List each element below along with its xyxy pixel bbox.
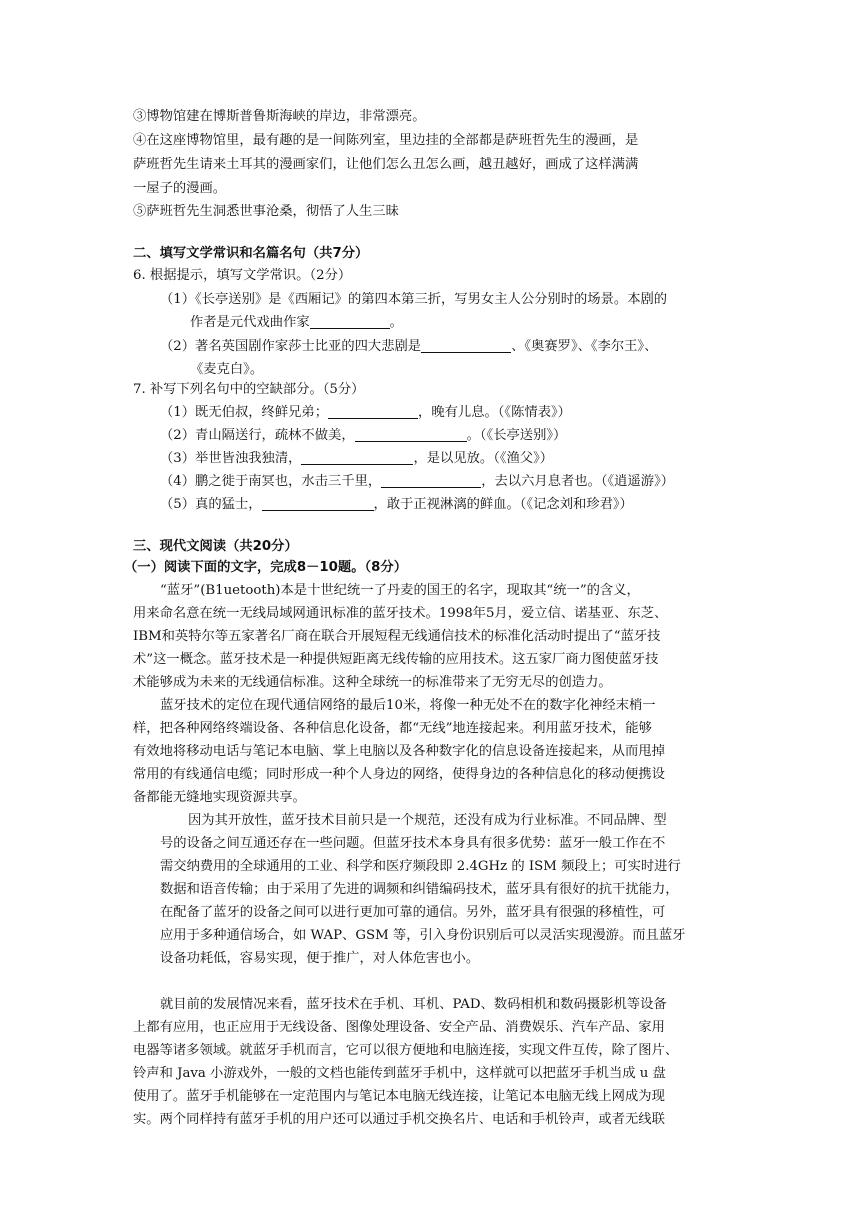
para3-line4: 数据和语音传输；由于采用了先进的调频和纠错编码技术，蓝牙具有很好的抗干扰能力， xyxy=(160,882,679,897)
para3-line1: 因为其开放性，蓝牙技术目前只是一个规范，还没有成为行业标准。不同品牌、型 xyxy=(188,813,667,828)
subsection-1-heading: （一）阅读下面的文字，完成8－10题。（8分） xyxy=(124,560,407,575)
para4-line2: 上都有应用，也正应用于无线设备、图像处理设备、安全产品、消费娱乐、汽车产品、家用 xyxy=(133,1020,665,1035)
q7-item1: （1）既无伯叔，终鲜兄弟； ，晚有儿息。（《陈情表》） xyxy=(160,405,571,420)
para2-line5: 备都能无缝地实现资源共享。 xyxy=(133,790,306,805)
section-2-heading: 二、填写文学常识和名篇名句（共7分） xyxy=(133,246,369,261)
para2-line2: 样，把各种网络终端设备、各种信息化设备，都“无线”地连接起来。利用蓝牙技术，能够 xyxy=(133,721,652,736)
answer-blank[interactable] xyxy=(301,450,413,465)
answer-blank[interactable] xyxy=(328,404,418,419)
answer-blank[interactable] xyxy=(355,427,467,442)
sentence-5: ⑤萨班哲先生洞悉世事沧桑，彻悟了人生三昧 xyxy=(133,204,399,219)
q6-item1-line2: 作者是元代戏曲作家 。 xyxy=(190,315,403,330)
question-6: 6. 根据提示，填写文学常识。（2分） xyxy=(133,268,352,283)
para4-line5: 使用了。蓝牙手机能够在一定范围内与笔记本电脑无线连接，让笔记本电脑无线上网成为现 xyxy=(133,1089,665,1104)
answer-blank[interactable] xyxy=(421,338,511,353)
q6-item2-line1: （2）著名英国剧作家莎士比亚的四大悲剧是 、《奥赛罗》、《李尔王》、 xyxy=(160,339,658,354)
para2-line3: 有效地将移动电话与笔记本电脑、掌上电脑以及各种数字化的信息设备连接起来，从而甩掉 xyxy=(133,744,665,759)
answer-blank[interactable] xyxy=(381,473,481,488)
para4-line1: 就目前的发展情况来看，蓝牙技术在手机、耳机、PAD、数码相机和数码摄影机等设备 xyxy=(160,997,667,1012)
para4-line6: 实。两个同样持有蓝牙手机的用户还可以通过手机交换名片、电话和手机铃声，或者无线联 xyxy=(133,1112,665,1127)
para1-line5: 术能够成为未来的无线通信标准。这种全球统一的标准带来了无穷无尽的创造力。 xyxy=(133,675,612,690)
para4-line3: 电器等诸多领域。就蓝牙手机而言，它可以很方便地和电脑连接，实现文件互传，除了图片、 xyxy=(133,1043,679,1058)
q6-item2-line2: 《麦克白》。 xyxy=(190,362,264,377)
para1-line4: 术”这一概念。蓝牙技术是一种提供短距离无线传输的应用技术。这五家厂商力图使蓝牙技 xyxy=(133,652,659,667)
q7-item2: （2）青山隔送行，疏林不做美， 。（《长亭送别》） xyxy=(160,428,567,443)
q7-item5: （5）真的猛士， ，敢于正视淋漓的鲜血。（《记念刘和珍君》） xyxy=(160,497,633,512)
question-7: 7. 补写下列名句中的空缺部分。（5分） xyxy=(133,382,365,397)
para1-line3: IBM和英特尔等五家著名厂商在联合开展短程无线通信技术的标准化活动时提出了“蓝牙技 xyxy=(133,629,661,644)
para1-line2: 用来命名意在统一无线局域网通讯标准的蓝牙技术。1998年5月，爱立信、诺基亚、东芝、 xyxy=(133,606,668,621)
para3-line6: 应用于多种通信场合，如 WAP、GSM 等，引入身份识别后可以灵活实现漫游。而且蓝牙 xyxy=(160,928,686,943)
para3-line7: 设备功耗低，容易实现，便于推广，对人体危害也小。 xyxy=(160,951,480,966)
sentence-4-line3: 一屋子的漫画。 xyxy=(133,181,227,196)
para3-line5: 在配备了蓝牙的设备之间可以进行更加可靠的通信。另外，蓝牙具有很强的移植性，可 xyxy=(160,905,666,920)
sentence-3: ③博物馆建在博斯普鲁斯海峡的岸边，非常漂亮。 xyxy=(133,109,426,124)
answer-blank[interactable] xyxy=(262,496,374,511)
para3-line3: 需交纳费用的全球通用的工业、科学和医疗频段即 2.4GHz 的 ISM 频段上；可实时进行 xyxy=(160,859,681,874)
para2-line1: 蓝牙技术的定位在现代通信网络的最后10米，将像一种无处不在的数字化神经末梢一 xyxy=(160,698,656,713)
section-3-heading: 三、现代文阅读（共20分） xyxy=(133,539,298,554)
q6-item1-line1: （1）《长亭送别》是《西厢记》的第四本第三折，写男女主人公分别时的场景。本剧的 xyxy=(160,292,668,307)
para4-line4: 铃声和 Java 小游戏外，一般的文档也能传到蓝牙手机中，这样就可以把蓝牙手机当成 u 盘 xyxy=(133,1066,666,1081)
answer-blank[interactable] xyxy=(310,314,390,329)
q7-item3: （3）举世皆浊我独清， ，是以见放。（《渔父》） xyxy=(160,451,554,466)
sentence-4-line1: ④在这座博物馆里，最有趣的是一间陈列室，里边挂的全部都是萨班哲先生的漫画，是 xyxy=(133,133,639,148)
para2-line4: 常用的有线通信电缆；同时形成一种个人身边的网络，使得身边的各种信息化的移动便携设 xyxy=(133,767,665,782)
q7-item4: （4）鹏之徙于南冥也，水击三千里， ，去以六月息者也。（《逍遥游》） xyxy=(160,474,675,489)
para3-line2: 号的设备之间互通还存在一些问题。但蓝牙技术本身具有很多优势：蓝牙一般工作在不 xyxy=(160,836,666,851)
para1-line1: “蓝牙”(B1uetooth)本是十世纪统一了丹麦的国王的名字，现取其“统一”的含义， xyxy=(160,583,640,598)
sentence-4-line2: 萨班哲先生请来土耳其的漫画家们，让他们怎么丑怎么画，越丑越好，画成了这样满满 xyxy=(133,157,639,172)
